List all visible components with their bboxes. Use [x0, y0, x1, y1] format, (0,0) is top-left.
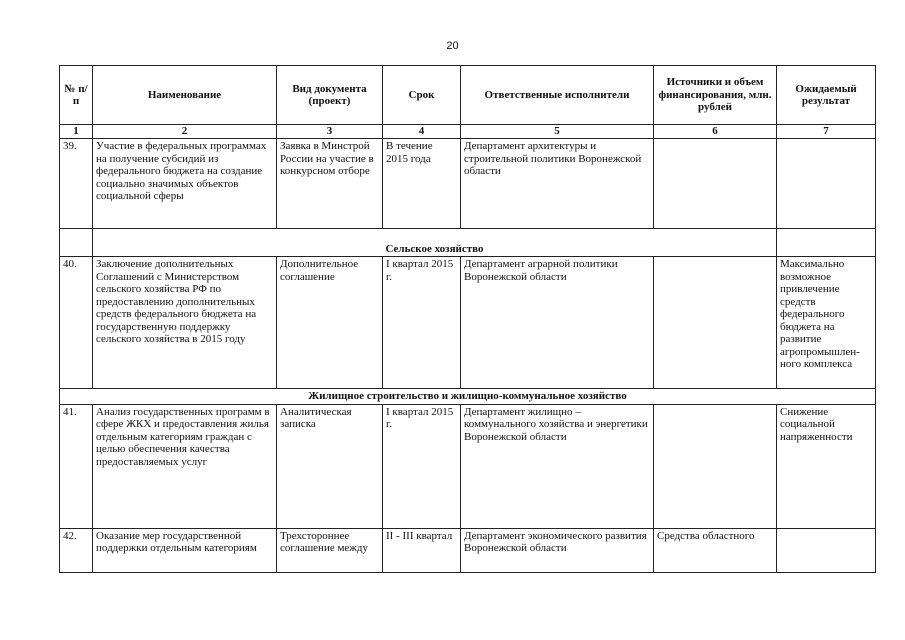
column-number: 5: [461, 125, 654, 139]
column-number: 7: [777, 125, 876, 139]
row-term: I квартал 2015 г.: [383, 257, 461, 389]
page-number: 20: [446, 40, 459, 52]
row-term: II - III квартал: [383, 528, 461, 572]
row-number: 41.: [60, 404, 93, 528]
row-doc-type: Трехстороннее соглашение между: [277, 528, 383, 572]
table-row: [60, 404, 876, 528]
header-row: [60, 66, 876, 125]
header-num: № п/п: [60, 66, 93, 125]
header-term: Срок: [383, 66, 461, 125]
row-doc-type: Дополнительное соглашение: [277, 257, 383, 389]
row-name: Участие в федеральных программах на получение субсидий из федерального бюджета на создание социально значимых объектов социальной сферы: [93, 139, 277, 229]
row-term: В течение 2015 года: [383, 139, 461, 229]
row-doc-type: Заявка в Минстрой России на участие в конкурсном отборе: [277, 139, 383, 229]
section-row: [60, 389, 876, 405]
header-doc-type: Вид документа (проект): [277, 66, 383, 125]
row-number: 40.: [60, 257, 93, 389]
row-responsible: Департамент архитектуры и строительной политики Воронежской области: [461, 139, 654, 229]
plan-table: [59, 65, 876, 573]
column-number: 3: [277, 125, 383, 139]
row-result: Максимально возможное привлечение средств федерального бюджета на развитие агропромышлен-ного комплекса: [777, 257, 876, 389]
row-financing: [654, 404, 777, 528]
section-title-agriculture: Сельское хозяйство: [93, 229, 777, 257]
row-result: [777, 139, 876, 229]
row-name: Анализ государственных программ в сфере ЖКХ и предоставления жилья отдельным категориям граждан с целью обеспечения качества предоставляемых услуг: [93, 404, 277, 528]
row-financing: Средства областного: [654, 528, 777, 572]
row-result: [777, 528, 876, 572]
section-row: [60, 229, 876, 257]
column-number: 1: [60, 125, 93, 139]
table-row: [60, 528, 876, 572]
row-responsible: Департамент экономического развития Воронежской области: [461, 528, 654, 572]
row-result: Снижение социальной напряженности: [777, 404, 876, 528]
row-name: Оказание мер государственной поддержки отдельным категориям: [93, 528, 277, 572]
row-responsible: Департамент жилищно – коммунального хозяйства и энергетики Воронежской области: [461, 404, 654, 528]
header-result: Ожидаемый результат: [777, 66, 876, 125]
row-responsible: Департамент аграрной политики Воронежской области: [461, 257, 654, 389]
table-row: [60, 139, 876, 229]
row-number: 42.: [60, 528, 93, 572]
table-row: [60, 257, 876, 389]
row-number: 39.: [60, 139, 93, 229]
row-name: Заключение дополнительных Соглашений с Министерством сельского хозяйства РФ по предоставлению дополнительных средств федерального бюджета на государственную поддержку сельского хозяйства в 2015 году: [93, 257, 277, 389]
row-financing: [654, 139, 777, 229]
column-number-row: [60, 125, 876, 139]
header-financing: Источники и объем финансирования, млн. рублей: [654, 66, 777, 125]
section-title-housing: Жилищное строительство и жилищно-коммунальное хозяйство: [60, 389, 876, 405]
header-responsible: Ответственные исполнители: [461, 66, 654, 125]
column-number: 6: [654, 125, 777, 139]
row-doc-type: Аналитическая записка: [277, 404, 383, 528]
column-number: 4: [383, 125, 461, 139]
column-number: 2: [93, 125, 277, 139]
row-term: I квартал 2015 г.: [383, 404, 461, 528]
row-financing: [654, 257, 777, 389]
header-name: Наименование: [93, 66, 277, 125]
